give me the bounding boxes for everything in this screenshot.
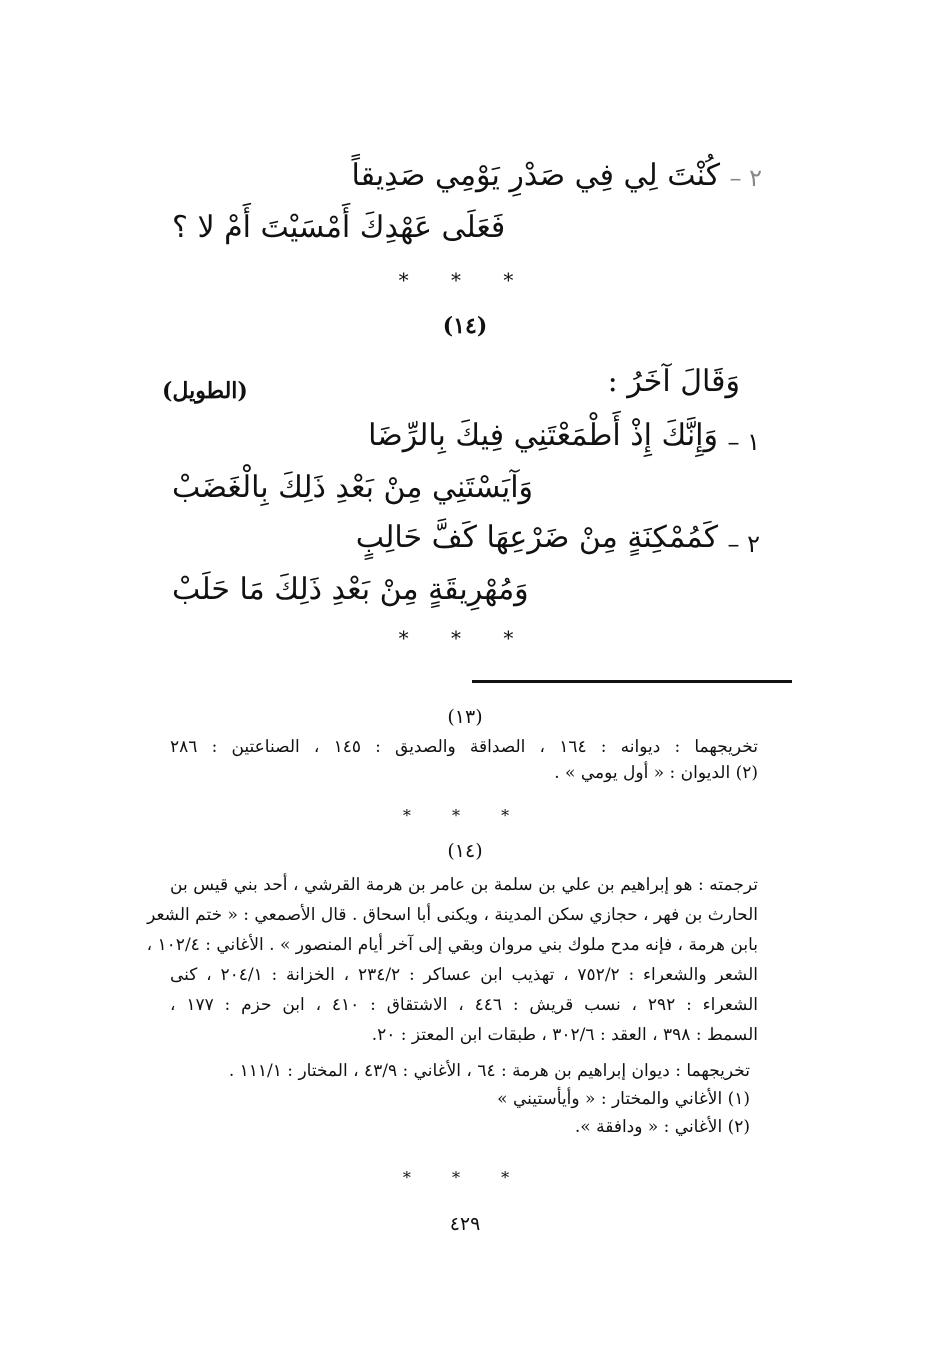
footnote-14-note-1: (١) الأغاني والمختار : « وأيأستيني » [497, 1089, 750, 1109]
footnote-14-note-2: (٢) الأغاني : « ودافقة ». [574, 1117, 750, 1137]
verse-13-2 [160, 158, 762, 208]
intro-text: وَقَالَ آخَرُ : [607, 364, 740, 399]
verse-14-1-hemistich-2: وَآيَسْتَنِي مِنْ بَعْدِ ذَلِكَ بِالْغَضَبْ [172, 470, 534, 505]
footnote-line: تخريجهما : ديوانه : ١٦٤ ، الصداقة والصديق : ١٤٥ ، الصناعتين : ٢٨٦ [170, 737, 758, 757]
footnote-line: السمط : ٣٩٨ ، العقد : ٣٠٢/٦ ، طبقات ابن المعتز : ٢٠. [371, 1025, 758, 1045]
section-heading: (١٤) [442, 313, 488, 339]
separator-stars: * * * [402, 806, 528, 825]
verse-14-1-hemistich-1: وَإِنَّكَ إِذْ أَطْمَعْتَنِي فِيكَ بِالرِّضَا [368, 418, 718, 453]
verse-number: ٢ – [727, 530, 760, 558]
separator-stars: * * * [398, 626, 532, 650]
footnote-13 [170, 734, 758, 786]
footnote-13-heading: (١٣) [447, 706, 483, 728]
verse-number: ٢ – [729, 164, 762, 192]
meter-label: (الطويل) [162, 378, 248, 404]
footnote-14-heading: (١٤) [447, 840, 483, 862]
footnote-line: الحارث بن فهر ، حجازي سكن المدينة ، ويكنى أبا اسحاق . قال الأصمعي : « ختم الشعر [147, 905, 758, 925]
separator-stars: * * * [402, 1168, 528, 1187]
footnote-14-biography [146, 870, 759, 1050]
hemistich-1: كُنْتَ لِي فِي صَدْرِ يَوْمِي صَدِيقاً [351, 158, 720, 193]
footnote-line: ترجمته : هو إبراهيم بن علي بن سلمة بن عامر بن هرمة القرشي ، أحد بني قيس بن [170, 875, 758, 895]
footnote-line: بابن هرمة ، فإنه مدح ملوك بني مروان وبقي إلى آخر أيام المنصور » . الأغاني : ١٠٢/٤ ، [146, 935, 758, 955]
verse-14-2-hemistich-1: كَمُمْكِنَةٍ مِنْ ضَرْعِهَا كَفَّ حَالِبٍ [355, 520, 718, 555]
page-number: ٤٢٩ [449, 1213, 481, 1235]
verse-number: ١ – [727, 428, 760, 456]
verse-14-2-hemistich-2: وَمُهْرِيقَةٍ مِنْ بَعْدِ ذَلِكَ مَا حَلَبْ [172, 572, 529, 607]
footnote-14-takhrij: تخريجهما : ديوان إبراهيم بن هرمة : ٦٤ ، الأغاني : ٤٣/٩ ، المختار : ١١١/١ . [228, 1061, 750, 1081]
footnote-line: الشعراء : ٢٩٢ ، نسب قريش : ٤٤٦ ، الاشتقاق : ٤١٠ ، ابن حزم : ١٧٧ ، [170, 995, 759, 1015]
footnote-line: (٢) الديوان : « أول يومي » . [554, 763, 758, 783]
separator-stars: * * * [398, 268, 532, 292]
verse-13-2-hemistich-2: فَعَلَى عَهْدِكَ أَمْسَيْتَ أَمْ لا ؟ [172, 210, 506, 245]
footnote-line: الشعر والشعراء : ٧٥٢/٢ ، تهذيب ابن عساكر : ٢٣٤/٢ ، الخزانة : ٢٠٤/١ ، كنى [170, 965, 759, 985]
footnote-rule [472, 680, 792, 683]
